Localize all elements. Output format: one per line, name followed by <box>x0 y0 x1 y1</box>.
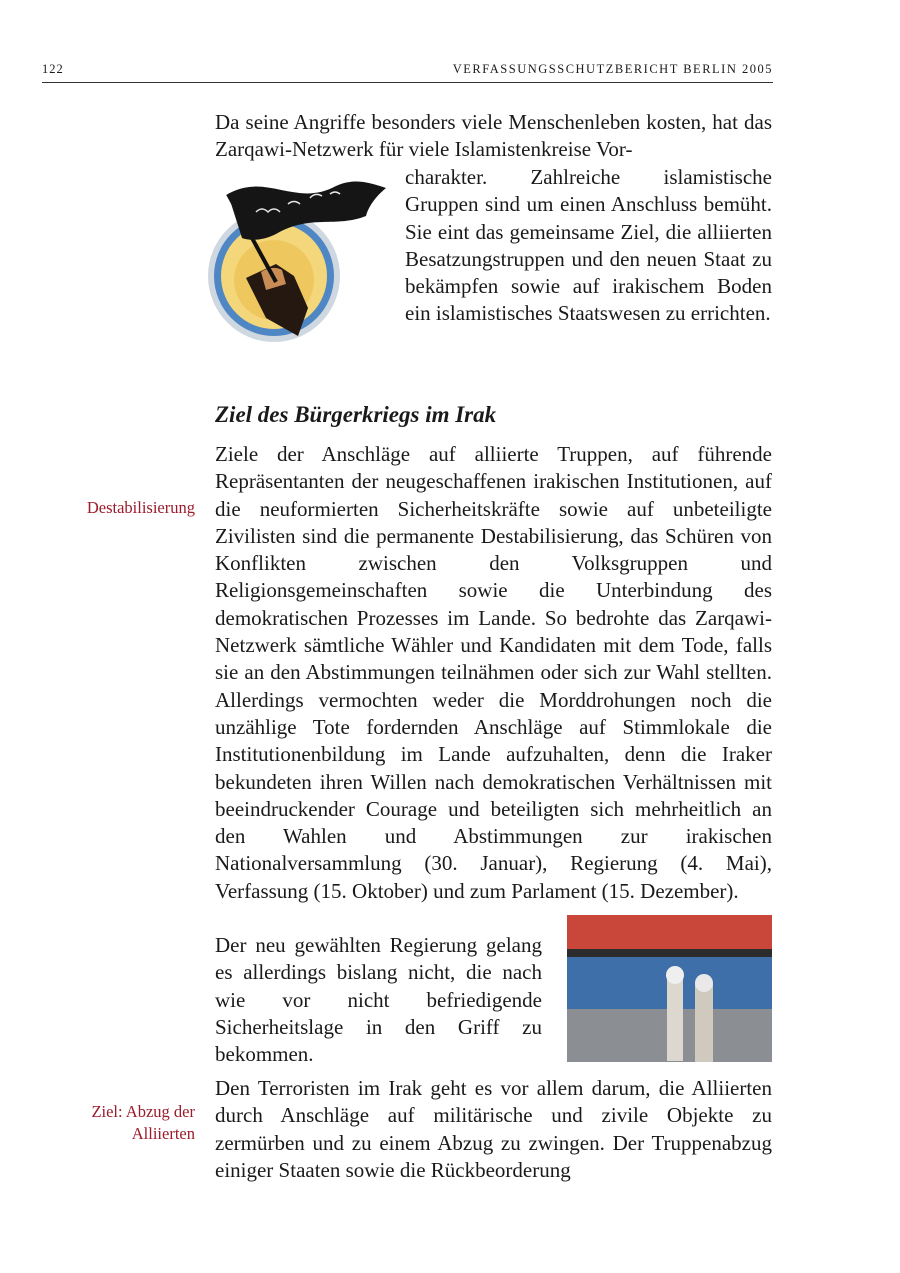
margin-note-destabilisierung: Destabilisierung <box>86 498 195 517</box>
margin-note-abzug-line2: Alliierten <box>131 1124 195 1143</box>
margin-note-abzug <box>91 1101 195 1145</box>
paragraph-intro: Da seine Angriffe besonders viele Menschenleben kosten, hat das Zarqawi-Netzwerk für viele Islamistenkreise Vor- <box>215 110 772 162</box>
running-title: VERFASSUNGSSCHUTZBERICHT BERLIN 2005 <box>452 62 773 76</box>
paragraph-ziele: Ziele der Anschläge auf alliierte Truppen, auf führende Repräsentanten der neugeschaffenen irakischen Institutionen, auf die neuformierten Sicherheitskräfte sowie auf unbeteiligte Zivilisten sind die permanente Destabilisierung, das Schüren von Konflikten zwischen den Volksgruppen und Religionsgemeinschaften sowie die Unterbindung des demokratischen Prozesses im Lande. So bedrohte das Zarqawi-Netzwerk sämtliche Wähler und Kandidaten mit dem Tode, falls sie an den Abstimmungen teilnähmen oder sich zur Wahl stellten. Allerdings vermochten weder die Morddrohungen noch die unzählige Tote fordernden Anschläge auf Stimmlokale die Institutionenbildung im Lande aufzuhalten, denn die Iraker bekundeten ihren Willen nach demokratischen Verhältnissen mit beeindruckender Courage und beteiligten sich mehrheitlich an den Wahlen und Abstimmungen zur irakischen Nationalversammlung (30. Januar), Regierung (4. Mai), Verfassung (15. Oktober) und zum Parlament (15. Dezember). <box>215 442 772 903</box>
black-flag-icon <box>206 168 386 348</box>
flag-emblem-image <box>206 168 386 348</box>
posters-photo-icon <box>567 915 772 1062</box>
section-heading: Ziel des Bürgerkriegs im Irak <box>215 402 497 427</box>
election-posters-photo <box>567 915 772 1062</box>
paragraph-terroristen: Den Terroristen im Irak geht es vor allem darum, die Alliierten durch Anschläge auf militärische und zivile Objekte zu zermürben und zu einem Abzug zu zwingen. Der Truppenabzug einiger Staaten sowie die Rückbeorderung <box>215 1076 772 1182</box>
page-header <box>42 62 773 83</box>
margin-note-abzug-line1: Ziel: Abzug der <box>91 1102 195 1121</box>
page-number: 122 <box>42 62 64 76</box>
paragraph-intro-wrap: charakter. Zahlreiche islamistische Gruppen sind um einen Anschluss bemüht. Sie eint das gemeinsame Ziel, die alliierten Besatzungstruppen und den neuen Staat zu bekämpfen sowie auf irakischem Boden ein islamistisches Staatswesen zu errichten. <box>405 165 772 326</box>
paragraph-regierung: Der neu gewählten Regierung gelang es allerdings bislang nicht, die nach wie vor nicht befriedigende Sicherheitslage in den Griff zu bekommen. <box>215 933 542 1067</box>
